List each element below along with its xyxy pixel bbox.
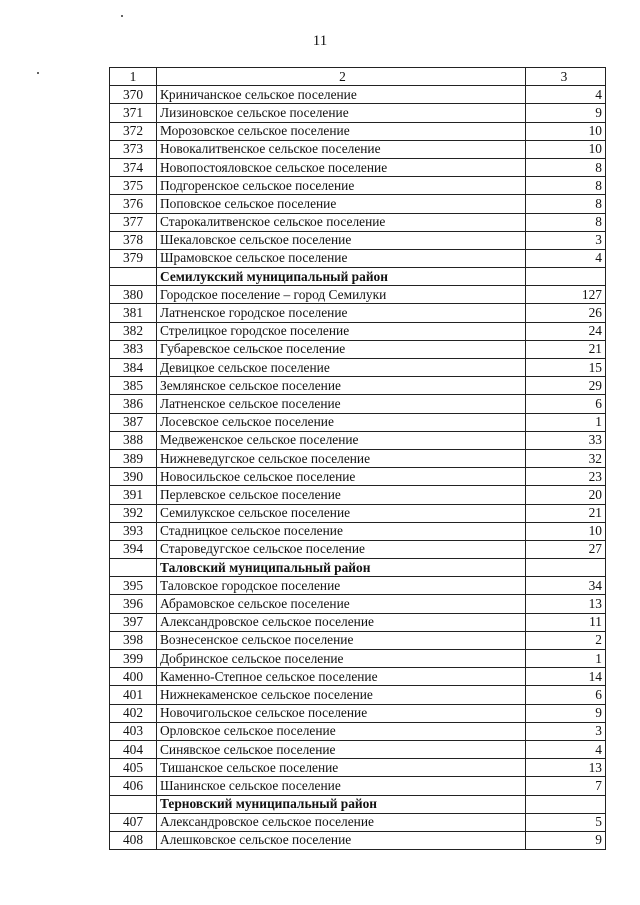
settlement-name: Латненское городское поселение — [157, 304, 526, 322]
row-count: 32 — [526, 449, 606, 467]
table-row — [110, 595, 606, 613]
settlement-name: Шекаловское сельское поселение — [157, 231, 526, 249]
table-row — [110, 686, 606, 704]
settlement-name: Абрамовское сельское поселение — [157, 595, 526, 613]
settlement-name: Александровское сельское поселение — [157, 813, 526, 831]
row-number: 404 — [110, 740, 157, 758]
row-count: 8 — [526, 213, 606, 231]
table-row — [110, 322, 606, 340]
settlement-name: Губаревское сельское поселение — [157, 340, 526, 358]
row-count: 8 — [526, 195, 606, 213]
row-count: 5 — [526, 813, 606, 831]
row-number: 381 — [110, 304, 157, 322]
row-count: 6 — [526, 395, 606, 413]
row-count: 3 — [526, 722, 606, 740]
row-number: 403 — [110, 722, 157, 740]
scan-speck — [121, 15, 123, 17]
table-row — [110, 504, 606, 522]
row-number: 378 — [110, 231, 157, 249]
row-number-cell — [110, 795, 157, 813]
table-row — [110, 468, 606, 486]
row-count: 10 — [526, 140, 606, 158]
row-number: 371 — [110, 104, 157, 122]
row-count: 34 — [526, 577, 606, 595]
row-number: 382 — [110, 322, 157, 340]
settlement-name: Орловское сельское поселение — [157, 722, 526, 740]
table-row — [110, 522, 606, 540]
settlement-name: Новосильское сельское поселение — [157, 468, 526, 486]
row-count: 29 — [526, 377, 606, 395]
table-row — [110, 722, 606, 740]
row-number: 405 — [110, 759, 157, 777]
settlement-name: Городское поселение – город Семилуки — [157, 286, 526, 304]
table-row — [110, 158, 606, 176]
row-count: 3 — [526, 231, 606, 249]
row-number: 406 — [110, 777, 157, 795]
row-number: 408 — [110, 831, 157, 849]
table-row — [110, 86, 606, 104]
table-row — [110, 704, 606, 722]
row-number: 390 — [110, 468, 157, 486]
registry-table — [109, 67, 606, 850]
row-count: 15 — [526, 359, 606, 377]
row-count: 21 — [526, 504, 606, 522]
settlement-name: Каменно-Степное сельское поселение — [157, 668, 526, 686]
table-row — [110, 359, 606, 377]
settlement-name: Старокалитвенское сельское поселение — [157, 213, 526, 231]
row-number: 386 — [110, 395, 157, 413]
settlement-name: Нижневедугское сельское поселение — [157, 449, 526, 467]
settlement-name: Стадницкое сельское поселение — [157, 522, 526, 540]
district-header-row — [110, 268, 606, 286]
row-count: 4 — [526, 740, 606, 758]
table-row — [110, 486, 606, 504]
settlement-name: Александровское сельское поселение — [157, 613, 526, 631]
row-number: 394 — [110, 540, 157, 558]
row-count: 27 — [526, 540, 606, 558]
table-row — [110, 740, 606, 758]
page-number: 11 — [312, 33, 328, 49]
settlement-name: Медвеженское сельское поселение — [157, 431, 526, 449]
row-number: 398 — [110, 631, 157, 649]
table-row — [110, 395, 606, 413]
row-count: 1 — [526, 650, 606, 668]
district-header-row — [110, 559, 606, 577]
table-row — [110, 668, 606, 686]
settlement-name: Семилукское сельское поселение — [157, 504, 526, 522]
table-row — [110, 650, 606, 668]
row-number: 397 — [110, 613, 157, 631]
table-row — [110, 195, 606, 213]
row-number: 376 — [110, 195, 157, 213]
district-name: Семилукский муниципальный район — [157, 268, 526, 286]
row-count: 9 — [526, 104, 606, 122]
column-header-number: 1 — [110, 68, 157, 86]
row-count-cell — [526, 795, 606, 813]
row-count: 4 — [526, 86, 606, 104]
settlement-name: Синявское сельское поселение — [157, 740, 526, 758]
settlement-name: Алешковское сельское поселение — [157, 831, 526, 849]
row-number: 393 — [110, 522, 157, 540]
settlement-name: Стрелицкое городское поселение — [157, 322, 526, 340]
row-number: 383 — [110, 340, 157, 358]
table-row — [110, 449, 606, 467]
row-number: 391 — [110, 486, 157, 504]
row-number: 399 — [110, 650, 157, 668]
row-count: 4 — [526, 249, 606, 267]
row-count: 2 — [526, 631, 606, 649]
settlement-name: Морозовское сельское поселение — [157, 122, 526, 140]
settlement-name: Новокалитвенское сельское поселение — [157, 140, 526, 158]
table-row — [110, 177, 606, 195]
row-number: 387 — [110, 413, 157, 431]
settlement-name: Перлевское сельское поселение — [157, 486, 526, 504]
settlement-name: Латненское сельское поселение — [157, 395, 526, 413]
settlement-name: Шанинское сельское поселение — [157, 777, 526, 795]
settlement-name: Криничанское сельское поселение — [157, 86, 526, 104]
table-row — [110, 431, 606, 449]
row-count: 14 — [526, 668, 606, 686]
row-number: 374 — [110, 158, 157, 176]
row-number: 401 — [110, 686, 157, 704]
row-count: 9 — [526, 831, 606, 849]
row-number: 395 — [110, 577, 157, 595]
row-number-cell — [110, 268, 157, 286]
row-count: 13 — [526, 759, 606, 777]
row-count: 7 — [526, 777, 606, 795]
row-number: 370 — [110, 86, 157, 104]
scan-speck — [37, 72, 39, 74]
row-number: 372 — [110, 122, 157, 140]
settlement-name: Новочигольское сельское поселение — [157, 704, 526, 722]
table-row — [110, 813, 606, 831]
district-name: Таловский муниципальный район — [157, 559, 526, 577]
row-count: 11 — [526, 613, 606, 631]
settlement-name: Лизиновское сельское поселение — [157, 104, 526, 122]
table-row — [110, 631, 606, 649]
settlement-name: Нижнекаменское сельское поселение — [157, 686, 526, 704]
settlement-name: Староведугское сельское поселение — [157, 540, 526, 558]
row-count: 1 — [526, 413, 606, 431]
table-row — [110, 122, 606, 140]
row-number: 384 — [110, 359, 157, 377]
row-count: 24 — [526, 322, 606, 340]
table-row — [110, 777, 606, 795]
table-row — [110, 831, 606, 849]
row-number: 373 — [110, 140, 157, 158]
table-row — [110, 759, 606, 777]
row-count: 13 — [526, 595, 606, 613]
row-count: 23 — [526, 468, 606, 486]
row-count: 10 — [526, 522, 606, 540]
row-number: 407 — [110, 813, 157, 831]
table-row — [110, 340, 606, 358]
registry-table-body — [110, 68, 606, 850]
row-count: 33 — [526, 431, 606, 449]
row-count: 26 — [526, 304, 606, 322]
row-number: 389 — [110, 449, 157, 467]
row-count-cell — [526, 268, 606, 286]
table-row — [110, 377, 606, 395]
row-count: 8 — [526, 177, 606, 195]
row-count: 127 — [526, 286, 606, 304]
row-number: 396 — [110, 595, 157, 613]
settlement-name: Поповское сельское поселение — [157, 195, 526, 213]
district-header-row — [110, 795, 606, 813]
settlement-name: Девицкое сельское поселение — [157, 359, 526, 377]
table-row — [110, 286, 606, 304]
settlement-name: Таловское городское поселение — [157, 577, 526, 595]
row-count: 21 — [526, 340, 606, 358]
row-number: 385 — [110, 377, 157, 395]
row-number: 388 — [110, 431, 157, 449]
table-row — [110, 577, 606, 595]
row-number: 380 — [110, 286, 157, 304]
table-row — [110, 249, 606, 267]
row-number: 379 — [110, 249, 157, 267]
row-number: 377 — [110, 213, 157, 231]
row-count: 6 — [526, 686, 606, 704]
column-header-name: 2 — [157, 68, 526, 86]
settlement-name: Тишанское сельское поселение — [157, 759, 526, 777]
row-count: 10 — [526, 122, 606, 140]
row-count-cell — [526, 559, 606, 577]
row-number: 400 — [110, 668, 157, 686]
settlement-name: Подгоренское сельское поселение — [157, 177, 526, 195]
row-number: 392 — [110, 504, 157, 522]
settlement-name: Землянское сельское поселение — [157, 377, 526, 395]
settlement-name: Шрамовское сельское поселение — [157, 249, 526, 267]
table-row — [110, 540, 606, 558]
settlement-name: Добринское сельское поселение — [157, 650, 526, 668]
row-count: 9 — [526, 704, 606, 722]
table-row — [110, 104, 606, 122]
row-number: 402 — [110, 704, 157, 722]
table-row — [110, 140, 606, 158]
column-header-count: 3 — [526, 68, 606, 86]
settlement-name: Лосевское сельское поселение — [157, 413, 526, 431]
row-number-cell — [110, 559, 157, 577]
table-row — [110, 231, 606, 249]
settlement-name: Новопостояловское сельское поселение — [157, 158, 526, 176]
district-name: Терновский муниципальный район — [157, 795, 526, 813]
table-row — [110, 613, 606, 631]
table-row — [110, 213, 606, 231]
row-count: 8 — [526, 158, 606, 176]
table-row — [110, 304, 606, 322]
table-row — [110, 413, 606, 431]
row-count: 20 — [526, 486, 606, 504]
settlement-name: Вознесенское сельское поселение — [157, 631, 526, 649]
row-number: 375 — [110, 177, 157, 195]
table-header-row — [110, 68, 606, 86]
